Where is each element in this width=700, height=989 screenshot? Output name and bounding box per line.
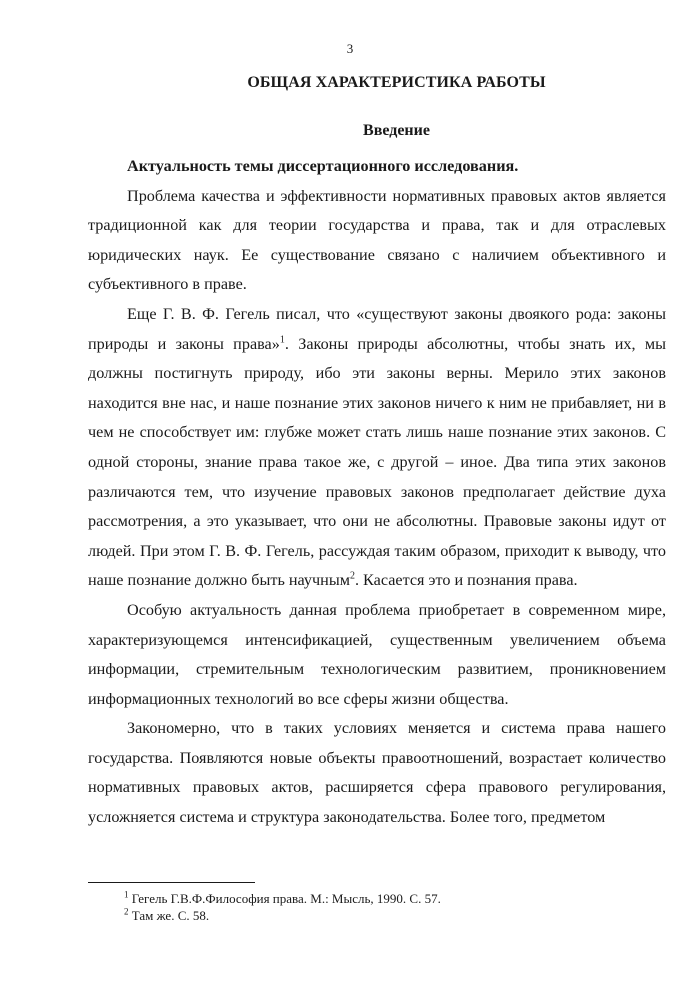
footnote-2 bbox=[124, 907, 664, 924]
paragraph-2-part-b: . Законы природы абсолютны, чтобы знать их, мы должны постигнуть природу, ибо эти законы верны. Мерило этих законов находится вне нас, и наше познание этих законов ничего к ним не прибавляет, ни в чем не способствует им: глубже может стать лишь наше познание этих законов. С одной стороны, знание права такое же, с другой – иное. Два типа этих законов различаются тем, что изучение правовых законов предполагает действие духа рассмотрения, а это указывает, что они не абсолютны. Правовые законы идут от людей. При этом Г. В. Ф. Гегель, рассуждая таким образом, приходит к выводу, что наше познание должно быть научным bbox=[88, 334, 666, 590]
document-body bbox=[88, 152, 666, 833]
paragraph-3: Особую актуальность данная проблема приобретает в современном мире, характеризующемся интенсификацией, существенным увеличением объема информации, стремительным технологическим развитием, проникновением информационных технологий во все сферы жизни общества. bbox=[88, 600, 666, 708]
footnote-ref-1: 1 bbox=[279, 334, 285, 346]
footnotes bbox=[124, 890, 664, 924]
footnote-1-text: Гегель Г.В.Ф.Философия права. М.: Мысль, 1990. С. 57. bbox=[128, 891, 441, 906]
footnote-separator bbox=[88, 882, 255, 883]
subheading: Актуальность темы диссертационного исследования. bbox=[127, 157, 519, 175]
document-title: ОБЩАЯ ХАРАКТЕРИСТИКА РАБОТЫ bbox=[247, 74, 546, 91]
paragraph-4: Закономерно, что в таких условиях меняется и система права нашего государства. Появляются новые объекты правоотношений, возрастает количество нормативных правовых актов, расширяется сфера правового регулирования, усложняется система и структура законодательства. Более того, предметом bbox=[88, 719, 666, 827]
paragraph-2 bbox=[88, 300, 666, 596]
paragraph-1: Проблема качества и эффективности нормативных правовых актов является традиционной как для теории государства и права, так и для отраслевых юридических наук. Ее существование связано с наличием объективного и субъективного в праве. bbox=[88, 186, 666, 294]
paragraph-2-part-a: Еще Г. В. Ф. Гегель писал, что «существуют законы двоякого рода: законы природы и законы права» bbox=[88, 304, 666, 353]
paragraph-2-part-c: . Касается это и познания права. bbox=[354, 571, 578, 590]
footnote-2-mark: 2 bbox=[124, 906, 129, 917]
footnote-2-text: Там же. С. 58. bbox=[128, 908, 210, 923]
page-number: 3 bbox=[346, 41, 354, 56]
footnote-ref-2: 2 bbox=[349, 570, 355, 582]
section-heading: Введение bbox=[363, 122, 430, 139]
footnote-1 bbox=[124, 890, 664, 907]
footnote-1-mark: 1 bbox=[124, 889, 129, 900]
